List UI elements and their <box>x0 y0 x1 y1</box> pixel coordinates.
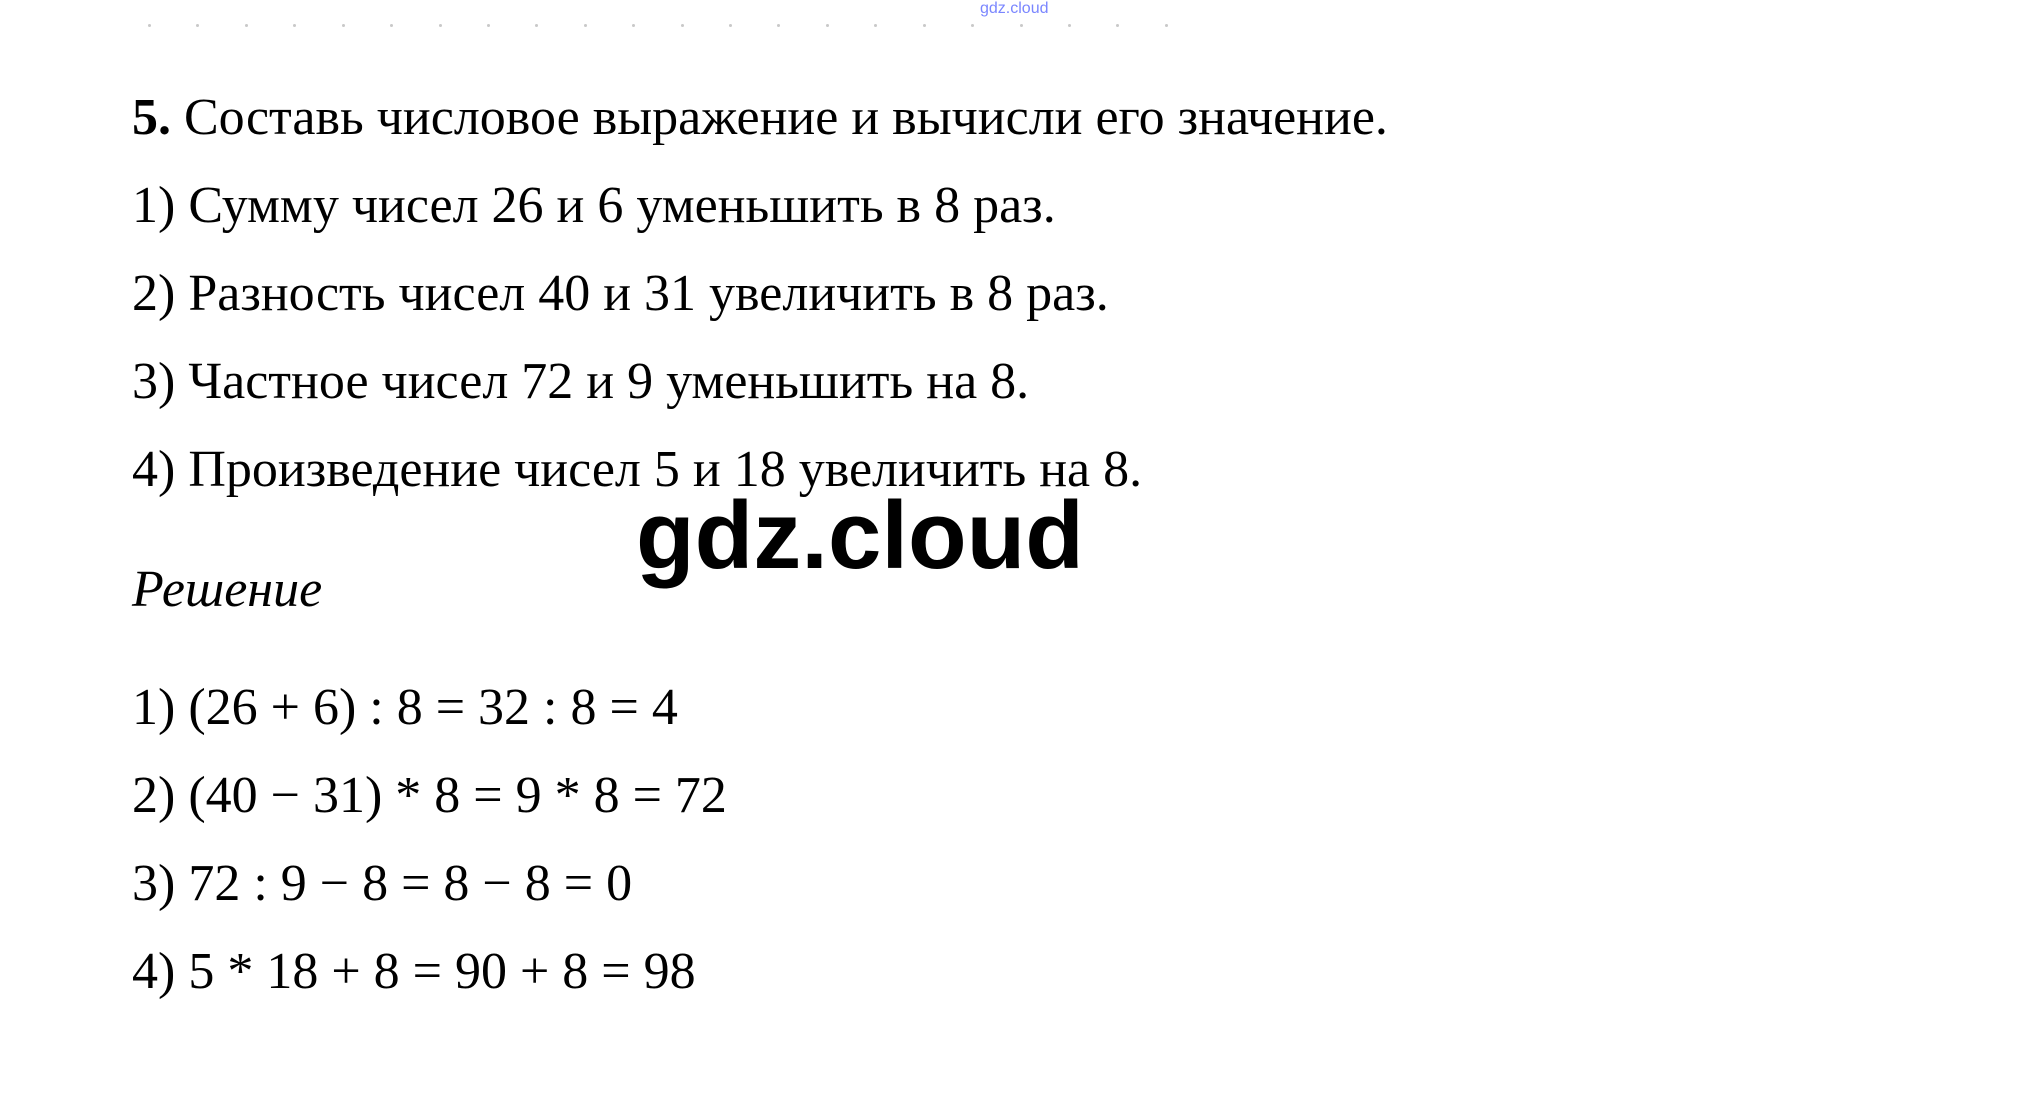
watermark-small: gdz.cloud <box>980 0 1049 17</box>
task-item-4: 4) Произведение чисел 5 и 18 увеличить на 8. <box>132 441 1143 498</box>
task-item-3: 3) Частное чисел 72 и 9 уменьшить на 8. <box>132 353 1030 410</box>
task-title <box>132 89 1388 146</box>
task-item-2: 2) Разность чисел 40 и 31 увеличить в 8 раз. <box>132 265 1109 322</box>
task-number: 5. <box>132 89 171 146</box>
top-dotted-rule <box>148 24 1168 32</box>
solution-line-4: 4) 5 * 18 + 8 = 90 + 8 = 98 <box>132 943 696 1000</box>
task-item-1: 1) Сумму чисел 26 и 6 уменьшить в 8 раз. <box>132 177 1056 234</box>
solution-line-1: 1) (26 + 6) : 8 = 32 : 8 = 4 <box>132 679 678 736</box>
solution-line-3: 3) 72 : 9 − 8 = 8 − 8 = 0 <box>132 855 633 912</box>
solution-line-2: 2) (40 − 31) * 8 = 9 * 8 = 72 <box>132 767 727 824</box>
watermark-large: gdz.cloud <box>636 482 1084 589</box>
task-prompt: Составь числовое выражение и вычисли его значение. <box>184 89 1388 146</box>
solution-heading: Решение <box>132 561 323 618</box>
